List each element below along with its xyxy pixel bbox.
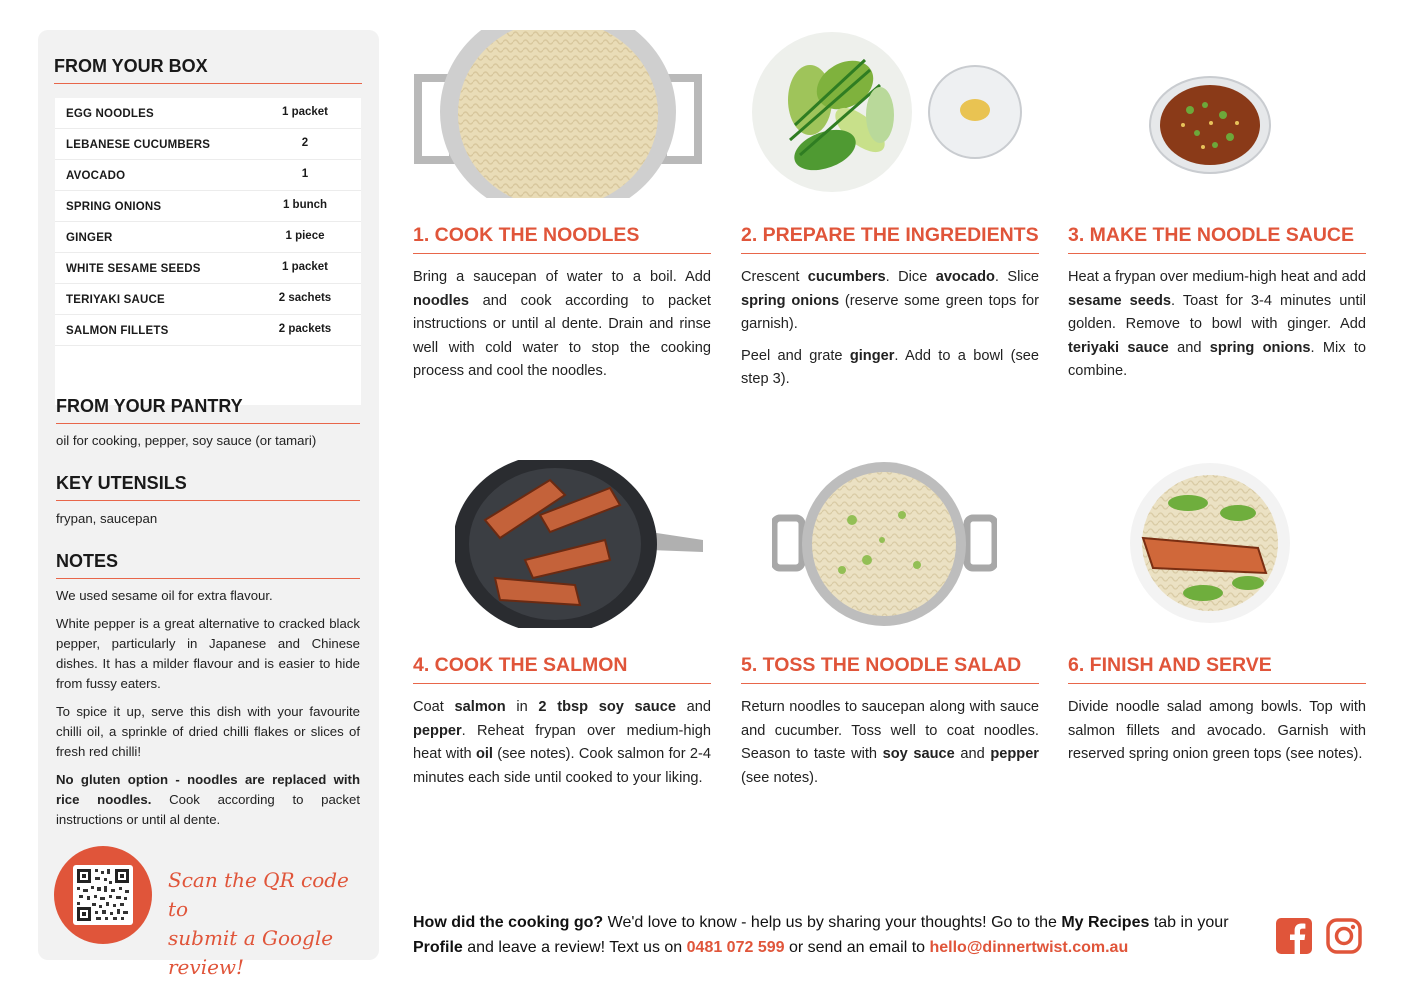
- from-your-box-heading: FROM YOUR BOX: [54, 56, 362, 84]
- key-utensils-heading: KEY UTENSILS: [56, 473, 360, 501]
- table-row: [55, 315, 361, 346]
- qr-line-1: Scan the QR code to: [168, 868, 349, 921]
- table-row: [55, 284, 361, 315]
- ingredient-qty: 2 packets: [278, 323, 332, 335]
- instagram-icon[interactable]: [1326, 918, 1362, 954]
- ingredient-qty: 1 packet: [281, 106, 329, 118]
- note-3: To spice it up, serve this dish with your favourite chilli oil, a sprinkle of dried chilli flakes or slices of fresh red chilli!: [56, 704, 360, 759]
- salmon-frypan-image: [455, 460, 703, 628]
- step-1-body: Bring a saucepan of water to a boil. Add noodles and cook according to packet instructions or until al dente. Drain and rinse well with cold water to stop the cooking process and cool the noodles.: [413, 269, 711, 379]
- step-5-title: 5. TOSS THE NOODLE SALAD: [741, 654, 1039, 684]
- note-4-rest: Cook according to packet instructions or until al dente.: [56, 792, 360, 827]
- step-5-body: Return noodles to saucepan along with sauce and cucumber. Toss well to coat noodles. Season to taste with soy sauce and pepper (see notes).: [741, 699, 1039, 786]
- step-3-body: Heat a frypan over medium-high heat and add sesame seeds. Toast for 3-4 minutes until golden. Remove to bowl with ginger. Add teriyaki sauce and spring onions. Mix to combine.: [1068, 269, 1366, 379]
- ingredient-qty: 1: [301, 168, 309, 180]
- step-4-title: 4. COOK THE SALMON: [413, 654, 711, 684]
- phone-link[interactable]: 0481 072 599: [686, 939, 785, 956]
- ingredient-name: SPRING ONIONS: [66, 201, 162, 213]
- noodles-colander-image: [413, 30, 703, 198]
- table-row: [55, 129, 361, 160]
- note-2: White pepper is a great alternative to cracked black pepper, particularly in Japanese and Chinese dishes. It has a milder flavour and is easier to hide from fussy eaters.: [56, 616, 360, 691]
- qr-badge[interactable]: [54, 846, 152, 944]
- ingredient-name: LEBANESE CUCUMBERS: [66, 139, 211, 151]
- box-ingredients-table: [55, 98, 361, 405]
- table-row: [55, 191, 361, 222]
- step-2-title: 2. PREPARE THE INGREDIENTS: [741, 224, 1039, 254]
- ingredient-name: WHITE SESAME SEEDS: [66, 263, 201, 275]
- from-your-pantry-heading: FROM YOUR PANTRY: [56, 396, 360, 424]
- pantry-text: oil for cooking, pepper, soy sauce (or tamari): [56, 433, 317, 448]
- qr-code-icon[interactable]: [73, 865, 133, 925]
- utensils-text: frypan, saucepan: [56, 511, 158, 526]
- step-3-title: 3. MAKE THE NOODLE SAUCE: [1068, 224, 1366, 254]
- email-link[interactable]: hello@dinnertwist.com.au: [929, 939, 1129, 956]
- ingredient-qty: 2: [301, 137, 309, 149]
- table-row: [55, 222, 361, 253]
- table-row: [55, 160, 361, 191]
- table-row: [55, 253, 361, 284]
- ingredient-name: EGG NOODLES: [66, 108, 154, 120]
- ingredient-qty: 2 sachets: [278, 292, 332, 304]
- note-1: We used sesame oil for extra flavour.: [56, 588, 273, 603]
- feedback-footer: How did the cooking go? We'd love to know - help us by sharing your thoughts! Go to the My Recipes tab in your Profile and leave a review! Text us on 0481 072 599 or send an email to hello@dinnertwist.com.au: [413, 914, 1229, 956]
- noodle-salad-saucepan-image: [772, 460, 997, 628]
- ingredients-sidebar: [38, 30, 379, 979]
- notes-heading: NOTES: [56, 551, 360, 579]
- noodle-sauce-bowl-image: [1145, 75, 1275, 180]
- ingredient-qty: 1 packet: [281, 261, 329, 273]
- note-4: [56, 770, 360, 830]
- notes-body: [56, 586, 360, 838]
- finished-dish-image: [1128, 463, 1293, 628]
- qr-review-text: [168, 866, 368, 982]
- ingredient-name: AVOCADO: [66, 170, 126, 182]
- ingredient-qty: 1 bunch: [282, 199, 328, 211]
- qr-line-2: submit a Google review!: [168, 926, 334, 979]
- step-2-body: Crescent cucumbers. Dice avocado. Slice spring onions (reserve some green tops for garnish). Peel and grate ginger. Add to a bowl (see step 3).: [741, 269, 1040, 387]
- step-4-body: Coat salmon in 2 tbsp soy sauce and pepper. Reheat frypan over medium-high heat with oil (see notes). Cook salmon for 2-4 minutes each side until cooked to your liking.: [413, 699, 712, 786]
- table-row: [55, 98, 361, 129]
- profile-link[interactable]: Profile: [413, 939, 463, 956]
- my-recipes-link[interactable]: My Recipes: [1061, 914, 1150, 931]
- ingredient-name: SALMON FILLETS: [66, 325, 169, 337]
- step-6-title: 6. FINISH AND SERVE: [1068, 654, 1366, 684]
- ingredient-name: TERIYAKI SAUCE: [66, 294, 165, 306]
- prepared-ingredients-image: [750, 30, 1025, 198]
- step-1-title: 1. COOK THE NOODLES: [413, 224, 711, 254]
- facebook-icon[interactable]: [1276, 918, 1312, 954]
- step-6-body: Divide noodle salad among bowls. Top with salmon fillets and avocado. Garnish with reserved spring onion green tops (see notes).: [1068, 699, 1366, 762]
- footer-question: How did the cooking go?: [413, 914, 604, 931]
- ingredient-name: GINGER: [66, 232, 113, 244]
- note-4-bold: No gluten option - noodles are replaced with rice noodles.: [56, 772, 360, 807]
- ingredient-qty: 1 piece: [285, 230, 325, 242]
